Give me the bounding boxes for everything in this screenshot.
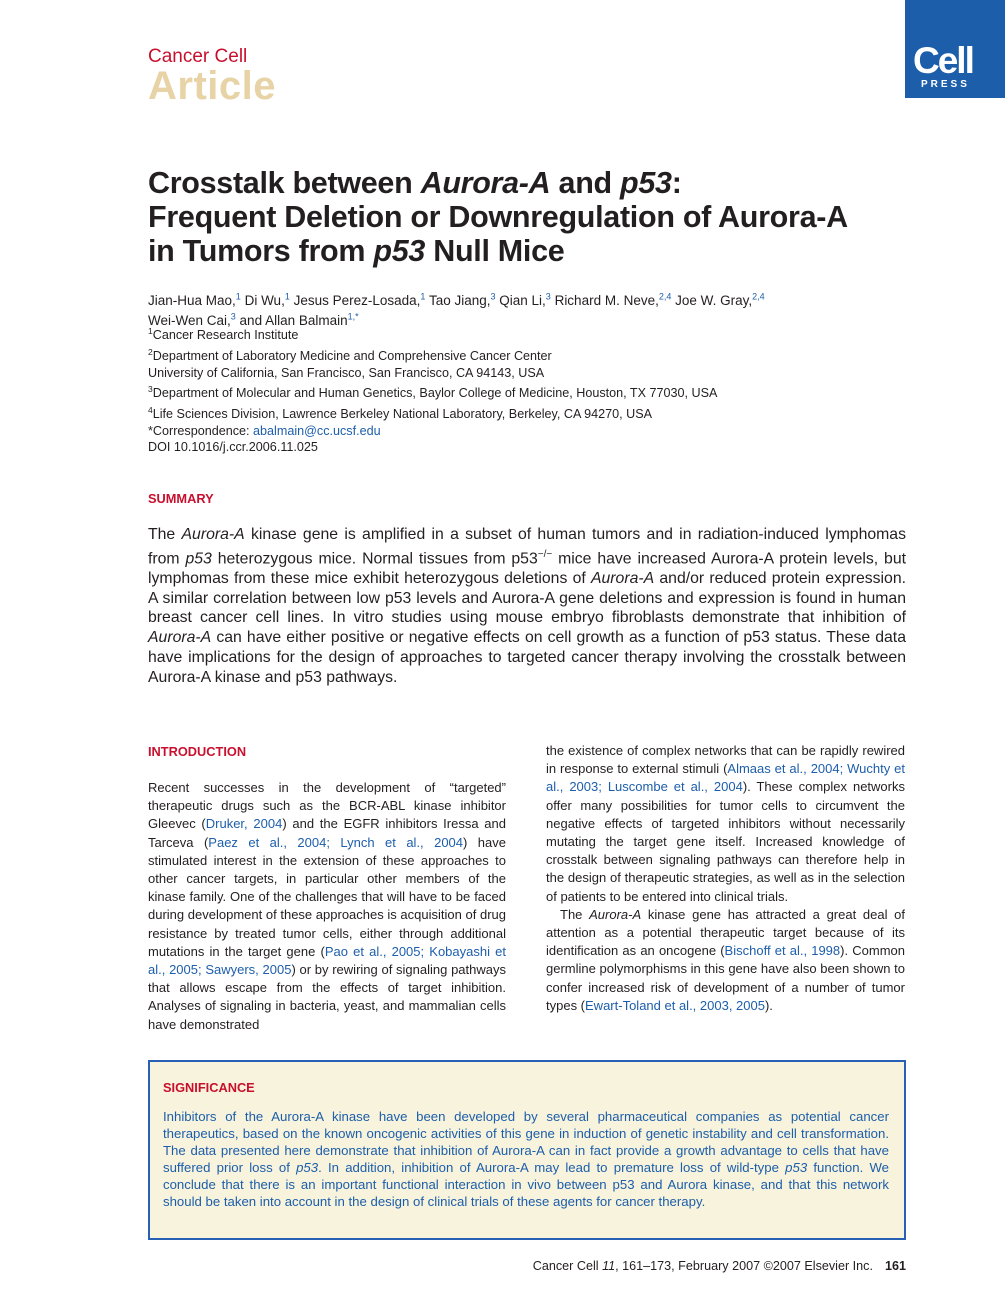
introduction-heading: INTRODUCTION xyxy=(148,744,247,759)
logo-press: PRESS xyxy=(921,79,970,90)
intro-paragraph: The Aurora-A kinase gene has attracted a great deal of attention as a potential therapeutic target because of its identification as an oncogene (Bischoff et al., 1998). Common germline polymorphisms in this gene have also been shown to confer increased risk of development of a number of tumor types (Ewart-Toland et al., 2003, 2005). xyxy=(546,906,906,1013)
footer-volume: 11 xyxy=(602,1259,616,1273)
title-text: and xyxy=(550,166,621,200)
citation-link[interactable]: Pao et al., 2005; Kobayashi et al., 2005; Sawyers, 2005 xyxy=(148,943,506,978)
correspondence: *Correspondence: abalmain@cc.ucsf.edu xyxy=(148,423,381,438)
cell-press-logo xyxy=(905,0,1005,98)
affiliations xyxy=(148,323,928,456)
intro-column-right xyxy=(546,742,905,1015)
summary-text: The Aurora-A kinase gene is amplified in a subset of human tumors and in radiation-induced lymphomas from p53 heterozygous mice. Normal tissues from p53−/− mice have increased Aurora-A protein levels, but lymphomas from these mice exhibit heterozygous deletions of Aurora-A and/or reduced protein expression. A similar correlation between low p53 levels and Aurora-A gene deletions and expression is found in human breast cancer cell lines. In vitro studies using mouse embryo fibroblasts demonstrate that inhibition of Aurora-A can have either positive or negative effects on cell growth as a function of p53 status. These data have implications for the design of approaches to targeted cancer therapy involving the crosstalk between Aurora-A kinase and p53 pathways. xyxy=(148,526,906,686)
author: Richard M. Neve,$^{2,4}$ xyxy=(550,291,672,308)
author: Joe W. Gray,$^{2,4}$ xyxy=(671,291,765,308)
citation-link[interactable]: Paez et al., 2004; Lynch et al., 2004 xyxy=(208,834,464,850)
citation-link[interactable]: Almaas et al., 2004; Wuchty et al., 2003; Luscombe et al., 2004 xyxy=(546,761,905,795)
logo-word: Cell xyxy=(913,40,973,81)
intro-paragraph: Recent successes in the development of “targeted” therapeutic drugs such as the BCR-ABL kinase inhibitor Gleevec (Druker, 2004) and the EGFR inhibitors Iressa and Tarceva (Paez et al., 2004; Lynch et al., 2004) have stimulated interest in the extension of these approaches to other cancer targets, in particular other members of the kinase family. One of the challenges that will have to be faced during development of these approaches is acquisition of drug resistance by treated tumor cells, either through additional mutations in the target gene (Pao et al., 2005; Kobayashi et al., 2005; Sawyers, 2005) or by rewiring of signaling pathways that allows escape from the effects of target inhibition. Analyses of signaling in bacteria, yeast, and mammalian cells have demonstrated xyxy=(148,780,506,1032)
author: Wei-Wen Cai,$^3$ xyxy=(148,311,236,328)
article-title xyxy=(148,166,928,268)
citation-link[interactable]: Ewart-Toland et al., 2003, 2005 xyxy=(585,997,765,1013)
title-text: : xyxy=(671,166,682,200)
intro-column-left xyxy=(148,779,506,1034)
correspondence-email-link[interactable]: abalmain@cc.ucsf.edu xyxy=(253,423,381,438)
affiliation: $^1$Cancer Research Institute xyxy=(148,326,299,343)
author: Jesus Perez-Losada,$^1$ xyxy=(289,291,426,308)
footer-journal: Cancer Cell xyxy=(532,1259,603,1273)
author: Di Wu,$^1$ xyxy=(240,291,290,308)
title-text: Crosstalk between xyxy=(148,166,421,200)
author: and Allan Balmain$^{1,*}$ xyxy=(235,311,359,328)
citation-link[interactable]: Bischoff et al., 1998 xyxy=(724,943,841,959)
author: Tao Jiang,$^3$ xyxy=(425,291,496,308)
title-text: Null Mice xyxy=(425,234,565,268)
title-gene: Aurora-A xyxy=(420,166,551,200)
article-type-label: Article xyxy=(148,64,276,108)
title-gene: p53 xyxy=(620,166,672,200)
author: Jian-Hua Mao,$^1$ xyxy=(148,291,241,308)
page-footer xyxy=(514,1259,906,1273)
citation-link[interactable]: Druker, 2004 xyxy=(205,816,283,832)
affiliation: $^4$Life Sciences Division, Lawrence Berkeley National Laboratory, Berkeley, CA 94270, USA xyxy=(148,404,653,422)
author: Qian Li,$^3$ xyxy=(495,291,551,308)
doi: DOI 10.1016/j.ccr.2006.11.025 xyxy=(148,440,318,455)
significance-text: Inhibitors of the Aurora-A kinase have been developed by several pharmaceutical companies as potential cancer therapeutics, based on the known oncogenic activities of this gene in induction of genetic instability and cell transformation. The data presented here demonstrate that inhibition of Aurora-A can in fact provide a growth advantage to cells that have suffered prior loss of p53. In addition, inhibition of Aurora-A may lead to premature loss of wild-type p53 function. We conclude that there is an important functional interaction in vivo between p53 and Aurora kinase, and that this network should be taken into account in the design of clinical trials of these agents for cancer therapy. xyxy=(163,1109,890,1210)
title-text: Frequent Deletion or Downregulation of Aurora-A xyxy=(148,200,848,234)
title-text: in Tumors from xyxy=(148,234,374,268)
footer-citation: , 161–173, February 2007 ©2007 Elsevier Inc. xyxy=(615,1259,873,1273)
affiliation: $^3$Department of Molecular and Human Genetics, Baylor College of Medicine, Houston, TX 77030, USA xyxy=(148,384,718,401)
significance-heading: SIGNIFICANCE xyxy=(163,1080,255,1095)
journal-name: Cancer Cell xyxy=(148,46,248,67)
page-number: 161 xyxy=(884,1259,906,1273)
affiliation: $^2$Department of Laboratory Medicine and Comprehensive Cancer Center xyxy=(148,346,552,363)
summary-heading: SUMMARY xyxy=(148,491,214,506)
title-gene: p53 xyxy=(373,234,426,268)
intro-paragraph: the existence of complex networks that can be rapidly rewired in response to external stimuli (Almaas et al., 2004; Wuchty et al., 2003; Luscombe et al., 2004). These complex networks offer many possibilities for tumor cells to circumvent the negative effects of targeted inhibitors without necessarily mutating the target gene itself. Increased knowledge of crosstalk between signaling pathways can therefore help in the design of therapeutic strategies, as well as in the selection of patients to be entered into clinical trials. xyxy=(546,743,905,904)
affiliation-line: University of California, San Francisco, San Francisco, CA 94143, USA xyxy=(148,365,545,380)
